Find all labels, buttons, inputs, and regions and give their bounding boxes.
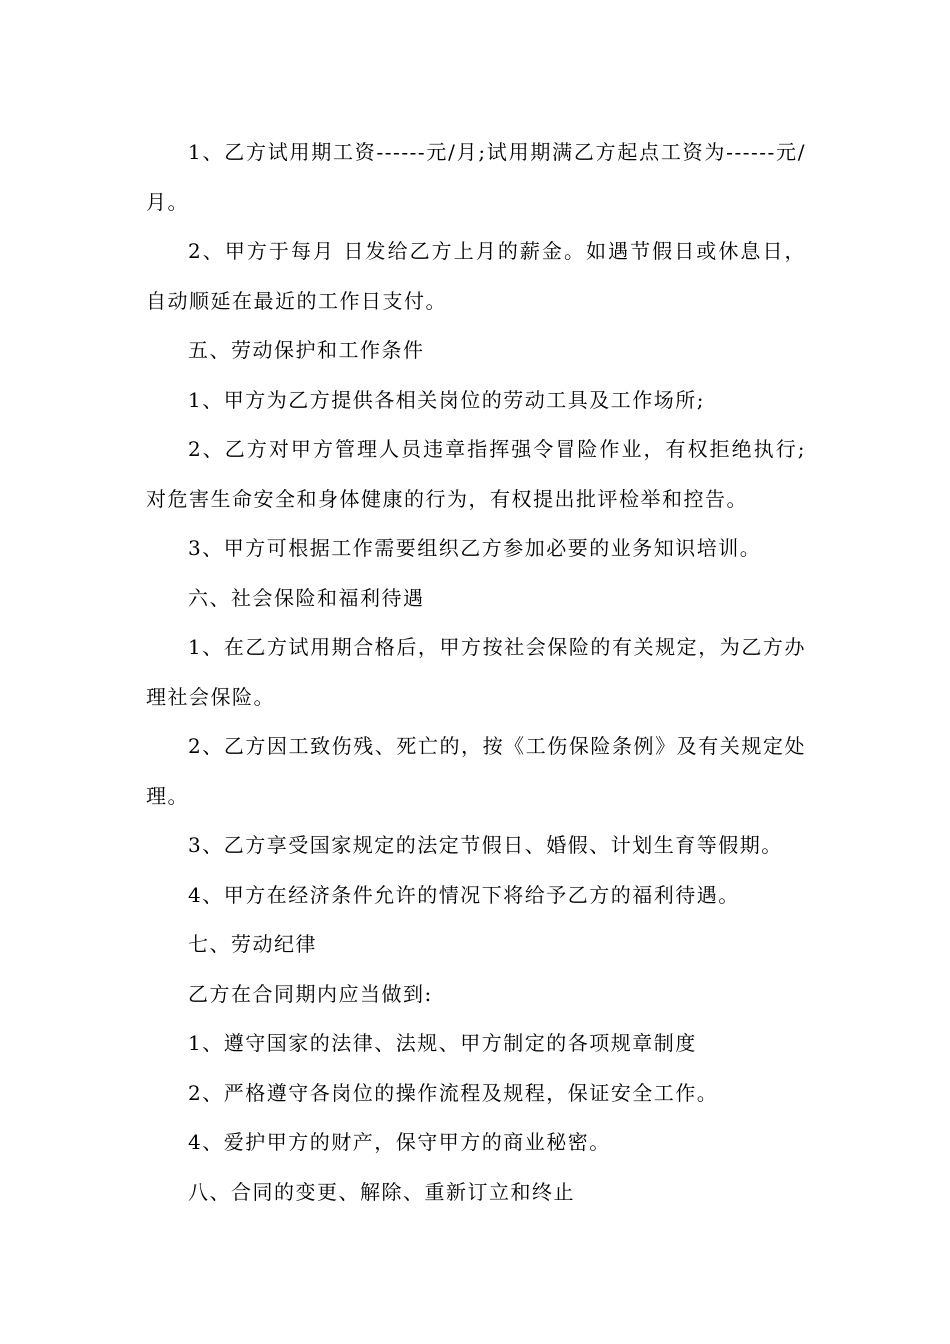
protection-clause-3: 3、甲方可根据工作需要组织乙方参加必要的业务知识培训。: [188, 536, 762, 560]
section-heading-8: 八、合同的变更、解除、重新订立和终止: [188, 1179, 575, 1204]
protection-clause-1: 1、甲方为乙方提供各相关岗位的劳动工具及工作场所;: [188, 387, 705, 412]
discipline-clause-2: 2、严格遵守各岗位的操作流程及规程，保证安全工作。: [188, 1080, 719, 1105]
insurance-clause-1: 1、在乙方试用期合格后，甲方按社会保险的有关规定，为乙方办理社会保险。: [146, 635, 806, 709]
section-heading-5: 五、劳动保护和工作条件: [188, 338, 425, 362]
discipline-intro: 乙方在合同期内应当做到:: [188, 981, 433, 1006]
salary-clause-2: 2、甲方于每月 日发给乙方上月的薪金。如遇节假日或休息日，自动顺延在最近的工作日支付。: [146, 239, 806, 313]
section-heading-7: 七、劳动纪律: [188, 932, 317, 956]
section-heading-6: 六、社会保险和福利待遇: [188, 585, 425, 610]
salary-clause-1: 1、乙方试用期工资------元/月;试用期满乙方起点工资为------元/月。: [146, 140, 806, 214]
insurance-clause-4: 4、甲方在经济条件允许的情况下将给予乙方的福利待遇。: [188, 882, 740, 907]
discipline-clause-4: 4、爱护甲方的财产，保守甲方的商业秘密。: [188, 1130, 611, 1154]
document-body: [146, 128, 806, 1217]
discipline-clause-1: 1、遵守国家的法律、法规、甲方制定的各项规章制度: [188, 1031, 697, 1055]
protection-clause-2: 2、乙方对甲方管理人员违章指挥强令冒险作业，有权拒绝执行;对危害生命安全和身体健康的行为，有权提出批评检举和控告。: [146, 437, 806, 511]
insurance-clause-3: 3、乙方享受国家规定的法定节假日、婚假、计划生育等假期。: [188, 833, 783, 857]
insurance-clause-2: 2、乙方因工致伤残、死亡的，按《工伤保险条例》及有关规定处理。: [146, 734, 806, 808]
